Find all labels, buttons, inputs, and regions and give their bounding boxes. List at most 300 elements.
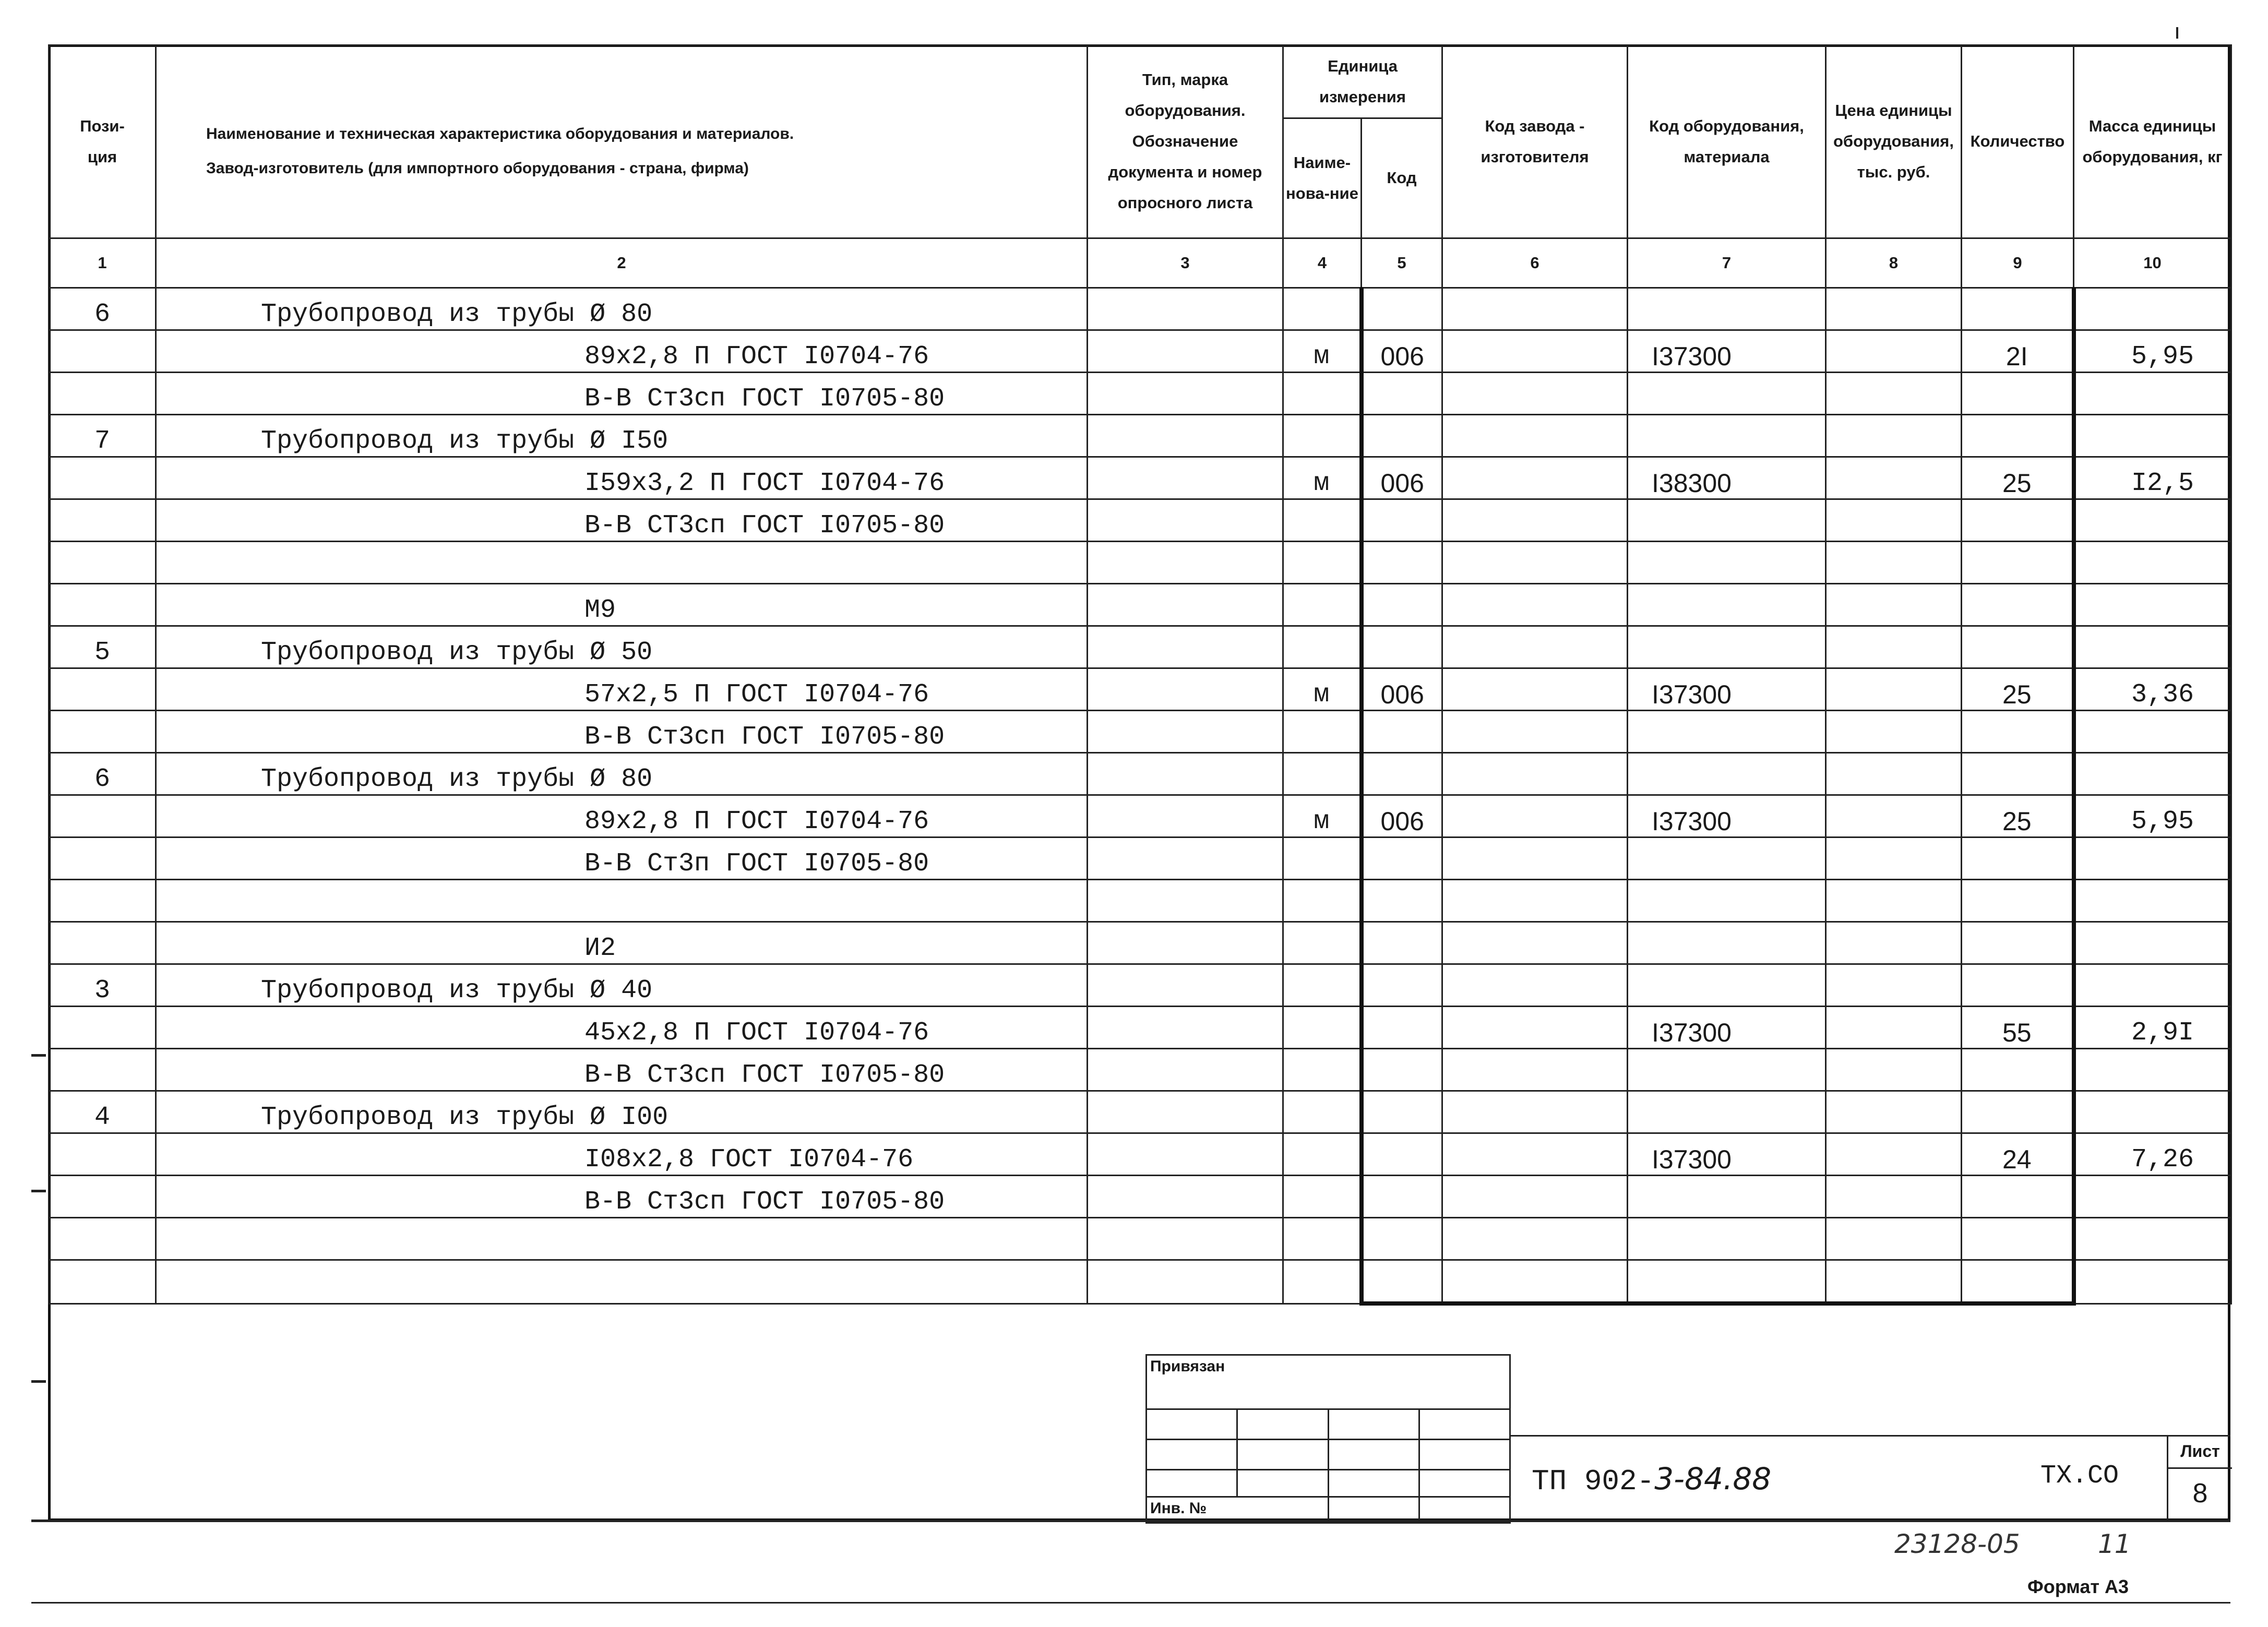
unit-name-cell	[1283, 964, 1362, 1007]
table-row	[49, 373, 2231, 415]
table-row	[49, 1133, 2231, 1176]
col-number: 10	[2074, 238, 2231, 288]
name-cell	[156, 1049, 1088, 1091]
unit-code-cell	[1362, 626, 1442, 668]
col-number: 5	[1362, 238, 1442, 288]
name-cell	[156, 753, 1088, 795]
position-cell-text: 6	[94, 764, 110, 794]
type-cell	[1088, 668, 1283, 711]
sheet-number-box	[2167, 1435, 2232, 1521]
name-cell	[156, 542, 1088, 584]
header-mass: Масса единицы оборудования, кг	[2074, 45, 2231, 238]
equipment-code-cell	[1628, 499, 1826, 542]
position-cell	[49, 626, 156, 668]
table-row	[49, 330, 2231, 373]
position-cell	[49, 499, 156, 542]
equipment-code-cell	[1628, 542, 1826, 584]
inventory-number: 23128-05	[1894, 1529, 2020, 1559]
header-name	[156, 45, 1088, 238]
unit-name-cell	[1283, 584, 1362, 626]
unit-name-cell	[1283, 330, 1362, 373]
quantity-cell	[1962, 1176, 2074, 1218]
table-row	[49, 922, 2231, 964]
plant-code-cell	[1442, 1218, 1628, 1260]
name-cell-text: В-В Ст3сп ГОСТ I0705-80	[584, 384, 945, 414]
col-number: 2	[156, 238, 1088, 288]
name-cell-text: 89х2,8 П ГОСТ I0704-76	[584, 807, 929, 838]
position-cell	[49, 795, 156, 838]
equipment-code-cell	[1628, 373, 1826, 415]
stamp-cell	[1328, 1440, 1419, 1470]
type-cell	[1088, 753, 1283, 795]
price-cell	[1826, 1133, 1962, 1176]
table-row	[49, 457, 2231, 499]
unit-name-cell-text: м	[1314, 807, 1330, 836]
plant-code-cell	[1442, 753, 1628, 795]
mass-cell-text: 7,26	[2131, 1145, 2194, 1175]
equipment-code-cell	[1628, 330, 1826, 373]
plant-code-cell	[1442, 1260, 1628, 1304]
name-cell-text: Трубопровод из трубы Ø 50	[261, 638, 653, 667]
quantity-cell	[1962, 922, 2074, 964]
table-row	[49, 711, 2231, 753]
unit-name-cell	[1283, 1176, 1362, 1218]
equipment-code-cell	[1628, 838, 1826, 880]
header-unit-name: Наиме-нова-ние	[1283, 118, 1362, 238]
type-cell	[1088, 415, 1283, 457]
price-cell	[1826, 1007, 1962, 1049]
table-row	[49, 1049, 2231, 1091]
type-cell	[1088, 922, 1283, 964]
stamp-cell	[1328, 1497, 1419, 1523]
price-cell	[1826, 880, 1962, 922]
type-cell	[1088, 1260, 1283, 1304]
unit-code-cell	[1362, 1260, 1442, 1304]
sheet-label: Лист	[2168, 1435, 2232, 1469]
document-code-handwritten: 3-84.88	[1654, 1461, 1772, 1497]
mass-cell	[2074, 288, 2231, 330]
stamp-cell	[1237, 1409, 1328, 1440]
name-cell-text: I08х2,8 ГОСТ I0704-76	[584, 1145, 913, 1176]
quantity-cell-text: 2I	[2006, 342, 2028, 371]
stamp-cell	[1328, 1409, 1419, 1440]
unit-code-cell-text: 006	[1380, 807, 1424, 836]
equipment-code-cell	[1628, 288, 1826, 330]
type-cell	[1088, 457, 1283, 499]
name-cell-text: В-В Ст3сп ГОСТ I0705-80	[584, 722, 945, 752]
position-cell	[49, 964, 156, 1007]
equipment-code-cell-text: I37300	[1652, 1018, 1732, 1047]
stamp-cell	[1419, 1470, 1510, 1497]
name-cell	[156, 668, 1088, 711]
stamp-cell	[1237, 1440, 1328, 1470]
table-row	[49, 1176, 2231, 1218]
type-cell	[1088, 584, 1283, 626]
unit-name-cell-text: м	[1314, 680, 1330, 710]
unit-name-cell	[1283, 373, 1362, 415]
mass-cell	[2074, 499, 2231, 542]
quantity-cell	[1962, 1260, 2074, 1304]
unit-code-cell	[1362, 288, 1442, 330]
header-plant-code: Код завода - изготовителя	[1442, 45, 1628, 238]
unit-name-cell	[1283, 626, 1362, 668]
unit-code-cell	[1362, 499, 1442, 542]
stamp-cell	[1419, 1497, 1510, 1523]
unit-code-cell-text: 006	[1380, 469, 1424, 498]
name-cell	[156, 373, 1088, 415]
position-cell	[49, 1218, 156, 1260]
mass-cell-text: 5,95	[2131, 807, 2194, 836]
price-cell	[1826, 584, 1962, 626]
type-cell	[1088, 1176, 1283, 1218]
unit-code-cell	[1362, 1218, 1442, 1260]
col-number: 3	[1088, 238, 1283, 288]
corner-mark	[2176, 27, 2178, 39]
name-cell	[156, 415, 1088, 457]
plant-code-cell	[1442, 457, 1628, 499]
plant-code-cell	[1442, 1007, 1628, 1049]
equipment-code-cell	[1628, 457, 1826, 499]
price-cell	[1826, 964, 1962, 1007]
table-row	[49, 415, 2231, 457]
price-cell	[1826, 668, 1962, 711]
header-name-line2: Завод-изготовитель (для импортного оборудования - страна, фирма)	[206, 159, 749, 177]
position-cell	[49, 457, 156, 499]
position-cell	[49, 1176, 156, 1218]
unit-code-cell	[1362, 457, 1442, 499]
plant-code-cell	[1442, 584, 1628, 626]
table-row	[49, 1260, 2231, 1304]
quantity-cell	[1962, 964, 2074, 1007]
mass-cell	[2074, 1007, 2231, 1049]
position-cell-text: 5	[94, 638, 110, 667]
unit-code-cell	[1362, 668, 1442, 711]
equipment-code-cell	[1628, 584, 1826, 626]
name-cell-text: I59х3,2 П ГОСТ I0704-76	[584, 469, 945, 499]
type-cell	[1088, 964, 1283, 1007]
equipment-code-cell-text: I38300	[1652, 469, 1732, 498]
unit-name-cell	[1283, 880, 1362, 922]
name-cell-text: Трубопровод из трубы Ø 80	[261, 764, 653, 794]
table-row	[49, 964, 2231, 1007]
quantity-cell	[1962, 626, 2074, 668]
mass-cell	[2074, 880, 2231, 922]
name-cell	[156, 1260, 1088, 1304]
table-row	[49, 1091, 2231, 1133]
quantity-cell	[1962, 711, 2074, 753]
name-cell	[156, 838, 1088, 880]
type-cell	[1088, 838, 1283, 880]
col-number: 1	[49, 238, 156, 288]
quantity-cell	[1962, 1091, 2074, 1133]
stamp-cell	[1147, 1409, 1237, 1440]
position-cell	[49, 415, 156, 457]
quantity-cell-text: 24	[2002, 1145, 2032, 1174]
quantity-cell-text: 25	[2002, 469, 2032, 498]
table-row	[49, 668, 2231, 711]
name-cell-text: В-В Ст3сп ГОСТ I0705-80	[584, 1187, 945, 1217]
mass-cell-text: 3,36	[2131, 680, 2194, 710]
equipment-code-cell-text: I37300	[1652, 680, 1732, 709]
name-cell-text: М9	[584, 595, 616, 625]
plant-code-cell	[1442, 1133, 1628, 1176]
unit-code-cell	[1362, 753, 1442, 795]
unit-code-cell	[1362, 711, 1442, 753]
unit-code-cell	[1362, 838, 1442, 880]
type-cell	[1088, 499, 1283, 542]
name-cell	[156, 288, 1088, 330]
price-cell	[1826, 626, 1962, 668]
plant-code-cell	[1442, 711, 1628, 753]
equipment-code-cell-text: I37300	[1652, 342, 1732, 371]
bottom-frame-rule	[31, 1520, 2230, 1522]
plant-code-cell	[1442, 330, 1628, 373]
quantity-cell	[1962, 415, 2074, 457]
mass-cell	[2074, 1176, 2231, 1218]
name-cell-text: 89х2,8 П ГОСТ I0704-76	[584, 342, 929, 373]
quantity-cell	[1962, 753, 2074, 795]
quantity-cell	[1962, 457, 2074, 499]
price-cell	[1826, 922, 1962, 964]
plant-code-cell	[1442, 668, 1628, 711]
unit-name-cell	[1283, 1091, 1362, 1133]
name-cell-text: Трубопровод из трубы Ø I00	[261, 1103, 669, 1132]
plant-code-cell	[1442, 922, 1628, 964]
mass-cell	[2074, 542, 2231, 584]
name-cell-text: 45х2,8 П ГОСТ I0704-76	[584, 1018, 929, 1049]
mass-cell	[2074, 753, 2231, 795]
quantity-cell	[1962, 1218, 2074, 1260]
equipment-code-cell	[1628, 1049, 1826, 1091]
position-cell	[49, 1049, 156, 1091]
name-cell	[156, 1218, 1088, 1260]
unit-name-cell	[1283, 795, 1362, 838]
price-cell	[1826, 711, 1962, 753]
unit-code-cell	[1362, 1133, 1442, 1176]
equipment-code-cell	[1628, 753, 1826, 795]
unit-name-cell-text: м	[1314, 342, 1330, 372]
quantity-cell	[1962, 668, 2074, 711]
mass-cell	[2074, 330, 2231, 373]
unit-name-cell	[1283, 922, 1362, 964]
equipment-code-cell	[1628, 1260, 1826, 1304]
name-cell-text: Трубопровод из трубы Ø 40	[261, 976, 653, 1006]
unit-code-cell	[1362, 1007, 1442, 1049]
name-cell	[156, 499, 1088, 542]
quantity-cell-text: 25	[2002, 807, 2032, 836]
position-cell	[49, 1091, 156, 1133]
type-cell	[1088, 1007, 1283, 1049]
mass-cell	[2074, 668, 2231, 711]
quantity-cell-text: 55	[2002, 1018, 2032, 1047]
type-cell	[1088, 1049, 1283, 1091]
price-cell	[1826, 753, 1962, 795]
position-cell	[49, 880, 156, 922]
position-cell	[49, 373, 156, 415]
name-cell	[156, 626, 1088, 668]
price-cell	[1826, 1218, 1962, 1260]
plant-code-cell	[1442, 880, 1628, 922]
type-cell	[1088, 542, 1283, 584]
name-cell	[156, 880, 1088, 922]
price-cell	[1826, 1260, 1962, 1304]
equipment-code-cell	[1628, 795, 1826, 838]
unit-code-cell	[1362, 584, 1442, 626]
name-cell	[156, 711, 1088, 753]
price-cell	[1826, 1176, 1962, 1218]
equipment-code-cell	[1628, 415, 1826, 457]
unit-code-cell-text: 006	[1380, 342, 1424, 371]
specification-table	[48, 44, 2232, 1306]
name-cell	[156, 1176, 1088, 1218]
name-cell-text: В-В Ст3п ГОСТ I0705-80	[584, 849, 929, 879]
approval-stamp	[1145, 1354, 1511, 1522]
position-cell	[49, 1260, 156, 1304]
header-unit-group: Единица измерения	[1283, 45, 1442, 118]
quantity-cell	[1962, 1049, 2074, 1091]
equipment-code-cell	[1628, 1007, 1826, 1049]
name-cell-text: Трубопровод из трубы Ø I50	[261, 426, 669, 456]
price-cell	[1826, 499, 1962, 542]
header-position: Пози- ция	[49, 45, 156, 238]
plant-code-cell	[1442, 1091, 1628, 1133]
quantity-cell	[1962, 288, 2074, 330]
unit-code-cell	[1362, 373, 1442, 415]
quantity-cell	[1962, 584, 2074, 626]
sheet-number: 8	[2192, 1478, 2208, 1509]
unit-name-cell	[1283, 838, 1362, 880]
name-cell	[156, 330, 1088, 373]
table-row	[49, 838, 2231, 880]
mass-cell-text: 2,9I	[2131, 1018, 2194, 1048]
unit-code-cell	[1362, 795, 1442, 838]
equipment-code-cell	[1628, 880, 1826, 922]
position-cell	[49, 922, 156, 964]
plant-code-cell	[1442, 499, 1628, 542]
position-cell	[49, 1133, 156, 1176]
page-bottom-rule	[31, 1602, 2230, 1604]
position-cell	[49, 288, 156, 330]
table-row	[49, 795, 2231, 838]
type-cell	[1088, 1091, 1283, 1133]
col-number: 9	[1962, 238, 2074, 288]
table-row	[49, 626, 2231, 668]
plant-code-cell	[1442, 1049, 1628, 1091]
price-cell	[1826, 1049, 1962, 1091]
position-cell-text: 4	[94, 1103, 110, 1132]
quantity-cell	[1962, 880, 2074, 922]
unit-code-cell	[1362, 330, 1442, 373]
plant-code-cell	[1442, 542, 1628, 584]
unit-name-cell	[1283, 668, 1362, 711]
price-cell	[1826, 795, 1962, 838]
price-cell	[1826, 288, 1962, 330]
table-row	[49, 542, 2231, 584]
stamp-cell	[1147, 1440, 1237, 1470]
quantity-cell	[1962, 542, 2074, 584]
stamp-cell	[1419, 1440, 1510, 1470]
type-cell	[1088, 880, 1283, 922]
equipment-code-cell	[1628, 1218, 1826, 1260]
stamp-cell	[1237, 1470, 1328, 1497]
position-cell	[49, 711, 156, 753]
column-numbers-row	[49, 238, 2231, 288]
position-cell	[49, 1007, 156, 1049]
document-code-prefix: ТП 902-	[1532, 1465, 1655, 1498]
quantity-cell	[1962, 1007, 2074, 1049]
mass-cell	[2074, 838, 2231, 880]
unit-code-cell-text: 006	[1380, 680, 1424, 709]
equipment-code-cell	[1628, 626, 1826, 668]
unit-code-cell	[1362, 1091, 1442, 1133]
document-code	[1532, 1461, 1771, 1498]
plant-code-cell	[1442, 288, 1628, 330]
equipment-code-cell	[1628, 1091, 1826, 1133]
mass-cell	[2074, 1218, 2231, 1260]
type-cell	[1088, 330, 1283, 373]
stamp-cell	[1328, 1470, 1419, 1497]
header-unit-code: Код	[1362, 118, 1442, 238]
price-cell	[1826, 415, 1962, 457]
equipment-code-cell-text: I37300	[1652, 1145, 1732, 1174]
position-cell	[49, 330, 156, 373]
price-cell	[1826, 838, 1962, 880]
table-body	[49, 288, 2231, 1304]
stamp-cell	[1419, 1409, 1510, 1440]
position-cell-text: 7	[94, 426, 110, 456]
equipment-code-cell	[1628, 922, 1826, 964]
plant-code-cell	[1442, 415, 1628, 457]
unit-name-cell	[1283, 542, 1362, 584]
name-cell	[156, 964, 1088, 1007]
type-cell	[1088, 1133, 1283, 1176]
header-quantity: Количество	[1962, 45, 2074, 238]
header-name-line1: Наименование и техническая характеристика оборудования и материалов.	[206, 125, 794, 142]
position-cell	[49, 753, 156, 795]
mass-cell	[2074, 1260, 2231, 1304]
format-label: Формат А3	[2027, 1576, 2129, 1597]
unit-name-cell	[1283, 1218, 1362, 1260]
position-cell	[49, 542, 156, 584]
type-cell	[1088, 711, 1283, 753]
quantity-cell	[1962, 373, 2074, 415]
plant-code-cell	[1442, 373, 1628, 415]
name-cell-text: В-В Ст3сп ГОСТ I0705-80	[584, 1060, 945, 1090]
equipment-code-cell	[1628, 668, 1826, 711]
name-cell	[156, 584, 1088, 626]
equipment-code-cell	[1628, 964, 1826, 1007]
col-number: 6	[1442, 238, 1628, 288]
table-row	[49, 753, 2231, 795]
header-type: Тип, марка оборудования. Обозначение документа и номер опросного листа	[1088, 45, 1283, 238]
equipment-code-cell	[1628, 1133, 1826, 1176]
position-cell	[49, 838, 156, 880]
equipment-code-cell	[1628, 1176, 1826, 1218]
col-number: 8	[1826, 238, 1962, 288]
type-cell	[1088, 373, 1283, 415]
price-cell	[1826, 330, 1962, 373]
table-row	[49, 1218, 2231, 1260]
unit-name-cell	[1283, 711, 1362, 753]
header-price: Цена единицы оборудования, тыс. руб.	[1826, 45, 1962, 238]
header-equipment-code: Код оборудования, материала	[1628, 45, 1826, 238]
name-cell	[156, 922, 1088, 964]
unit-name-cell	[1283, 1049, 1362, 1091]
unit-name-cell	[1283, 1260, 1362, 1304]
type-cell	[1088, 288, 1283, 330]
position-cell	[49, 668, 156, 711]
mass-cell	[2074, 415, 2231, 457]
